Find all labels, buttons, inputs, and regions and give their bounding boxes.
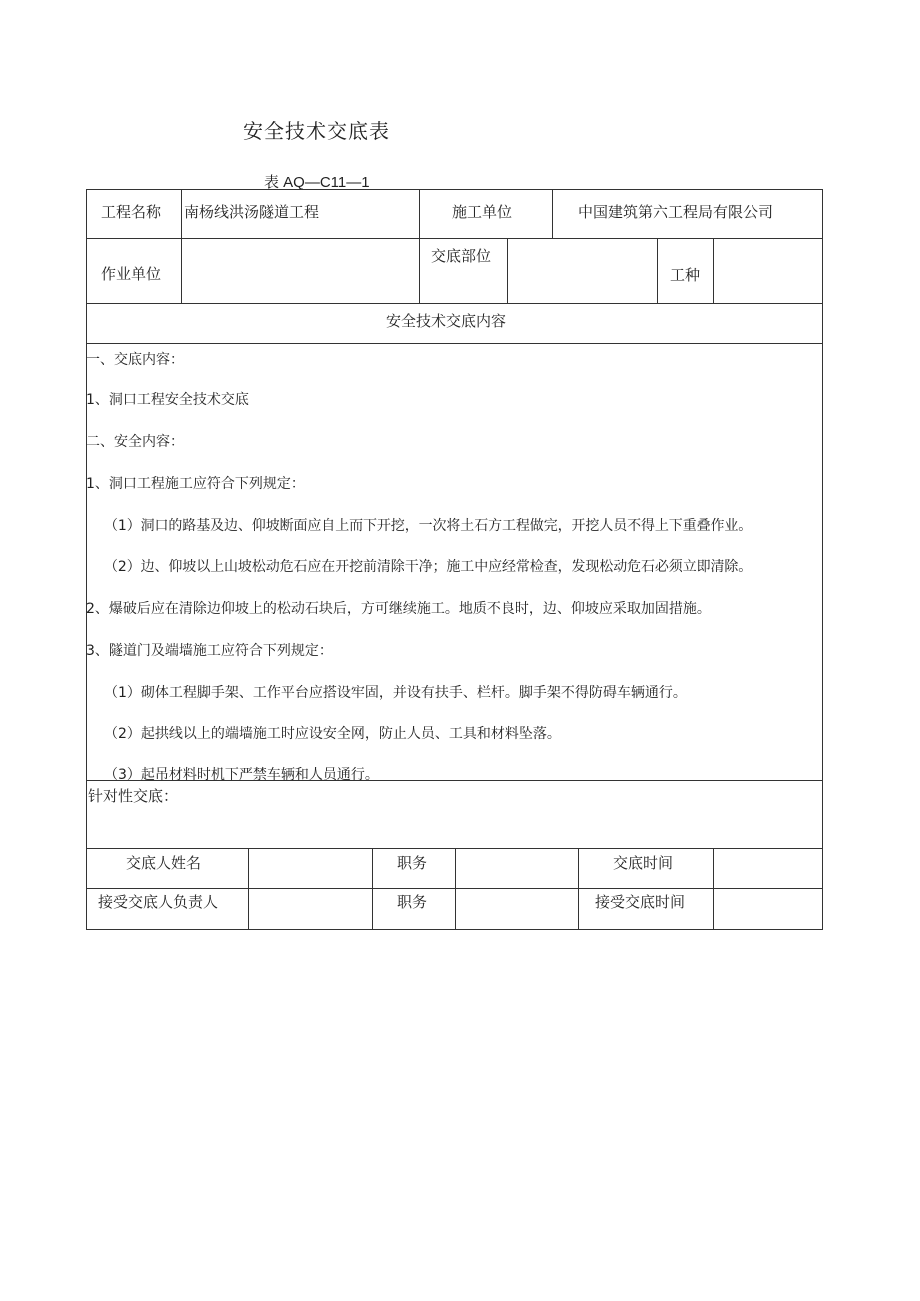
construction-unit-label: 施工单位 xyxy=(452,203,513,221)
work-unit-label: 作业单位 xyxy=(101,265,162,283)
column-divider xyxy=(181,189,182,304)
column-divider xyxy=(507,238,508,304)
page-title: 安全技术交底表 xyxy=(243,119,390,143)
column-divider xyxy=(713,848,714,930)
column-divider xyxy=(455,848,456,930)
column-divider xyxy=(578,848,579,930)
trade-label: 工种 xyxy=(670,266,701,284)
discloser-name-label: 交底人姓名 xyxy=(126,854,202,872)
column-divider xyxy=(657,238,658,304)
content-line: 2、爆破后应在清除边仰坡上的松动石块后，方可继续施工。地质不良时，边、仰坡应采取加固措施。 xyxy=(86,601,711,617)
content-line: 一、交底内容： xyxy=(86,352,184,368)
content-line: 1、洞口工程安全技术交底 xyxy=(86,392,249,408)
content-line: （1）砌体工程脚手架、工作平台应搭设牢固，并设有扶手、栏杆。脚手架不得防碍车辆通行。 xyxy=(104,685,687,701)
targeted-disclosure-label: 针对性交底： xyxy=(88,787,179,805)
content-line: 二、安全内容： xyxy=(86,434,184,450)
form-code: 表 AQ—C11—1 xyxy=(264,174,370,191)
column-divider xyxy=(419,189,420,304)
receive-time-label: 接受交底时间 xyxy=(595,893,686,911)
project-name-value: 南杨线洪汤隧道工程 xyxy=(184,203,320,221)
column-divider xyxy=(372,848,373,930)
content-line: 3、隧道门及端墙施工应符合下列规定： xyxy=(86,643,333,659)
section-title: 安全技术交底内容 xyxy=(386,312,507,330)
column-divider xyxy=(248,848,249,930)
construction-unit-value: 中国建筑第六工程局有限公司 xyxy=(578,203,774,221)
content-line: 1、洞口工程施工应符合下列规定： xyxy=(86,476,305,492)
content-line: （2）起拱线以上的端墙施工时应设安全网，防止人员、工具和材料坠落。 xyxy=(104,726,561,742)
project-name-label: 工程名称 xyxy=(101,203,162,221)
column-divider xyxy=(713,238,714,304)
disclosure-time-label: 交底时间 xyxy=(613,854,674,872)
row-divider xyxy=(86,343,823,344)
content-line: （1）洞口的路基及边、仰坡断面应自上而下开挖，一次将土石方工程做完，开挖人员不得上下重叠作业。 xyxy=(104,518,753,534)
receiver-label: 接受交底人负责人 xyxy=(98,893,219,911)
content-line: （3）起吊材料时机下严禁车辆和人员通行。 xyxy=(104,767,379,783)
position-label: 职务 xyxy=(397,854,428,872)
column-divider xyxy=(552,189,553,239)
content-line: （2）边、仰坡以上山坡松动危石应在开挖前清除干净；施工中应经常检查，发现松动危石必须立即清除。 xyxy=(104,559,753,575)
location-label: 交底部位 xyxy=(431,247,492,265)
position-label: 职务 xyxy=(397,893,428,911)
